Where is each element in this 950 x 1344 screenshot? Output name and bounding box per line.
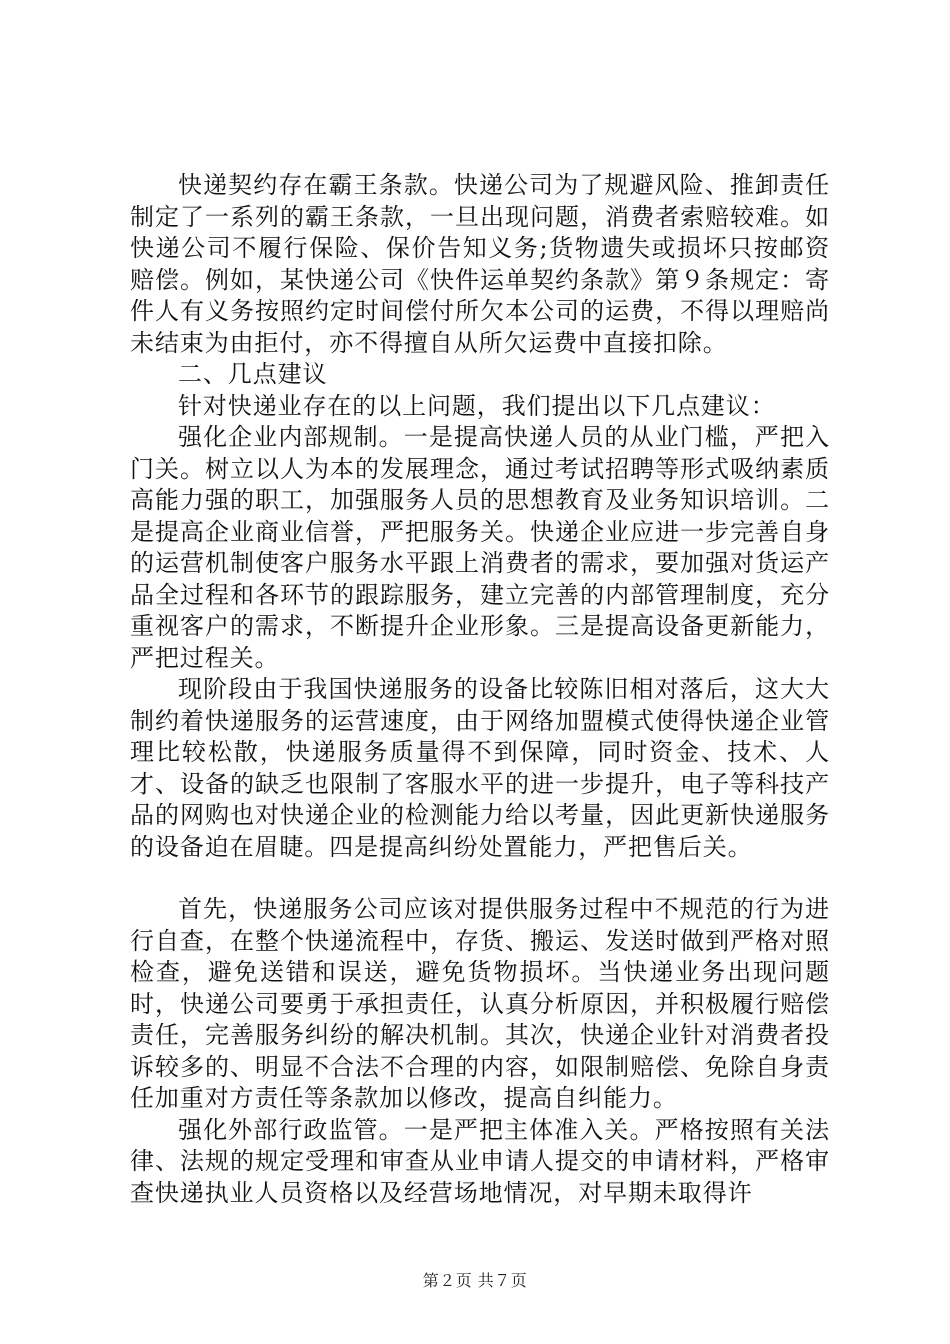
paragraph-equipment-status: 现阶段由于我国快递服务的设备比较陈旧相对落后，这大大制约着快递服务的运营速度，由于网络加盟模式使得快递企业管理比较松散，快递服务质量得不到保障，同时资金、技术、人才、设备的缺乏也限制了客服水平的进一步提升，电子等科技产品的网购也对快递企业的检测能力给以考量，因此更新快递服务的设备迫在眉睫。四是提高纠纷处置能力，严把售后关。 [130,675,830,861]
paragraph-external-supervision: 强化外部行政监管。一是严把主体准入关。严格按照有关法律、法规的规定受理和审查从业申请人提交的申请材料，严格审查快递执业人员资格以及经营场地情况，对早期未取得许 [130,1115,830,1207]
paragraph-self-inspection: 首先，快递服务公司应该对提供服务过程中不规范的行为进行自查，在整个快递流程中，存货、搬运、发送时做到严格对照检查，避免送错和误送，避免货物损坏。当快递业务出现问题时，快递公司要勇于承担责任，认真分析原因，并积极履行赔偿责任，完善服务纠纷的解决机制。其次，快递企业针对消费者投诉较多的、明显不合法不合理的内容，如限制赔偿、免除自身责任加重对方责任等条款加以修改，提高自纠能力。 [130,895,830,1112]
page-number-footer: 第２页 共７页 [422,1271,528,1290]
paragraph-suggestions-intro: 针对快递业存在的以上问题，我们提出以下几点建议： [178,391,776,420]
section-heading-suggestions: 二、几点建议 [178,360,328,388]
paragraph-spacer [130,863,830,894]
document-body [130,170,830,1209]
paragraph-internal-regulation: 强化企业内部规制。一是提高快递人员的从业门槛，严把入门关。树立以人为本的发展理念，通过考试招聘等形式吸纳素质高能力强的职工，加强服务人员的思想教育及业务知识培训。二是提高企业商业信誉，严把服务关。快递企业应进一步完善自身的运营机制使客户服务水平跟上消费者的需求，要加强对货运产品全过程和各环节的跟踪服务，建立完善的内部管理制度，充分重视客户的需求，不断提升企业形象。三是提高设备更新能力，严把过程关。 [130,423,830,672]
paragraph-overlord-clauses: 快递契约存在霸王条款。快递公司为了规避风险、推卸责任制定了一系列的霸王条款，一旦出现问题，消费者索赔较难。如快递公司不履行保险、保价告知义务;货物遗失或损坏只按邮资赔偿。例如，某快递公司《快件运单契约条款》第９条规定：寄件人有义务按照约定时间偿付所欠本公司的运费，不得以理赔尚未结束为由拒付，亦不得擅自从所欠运费中直接扣除。 [130,171,830,357]
